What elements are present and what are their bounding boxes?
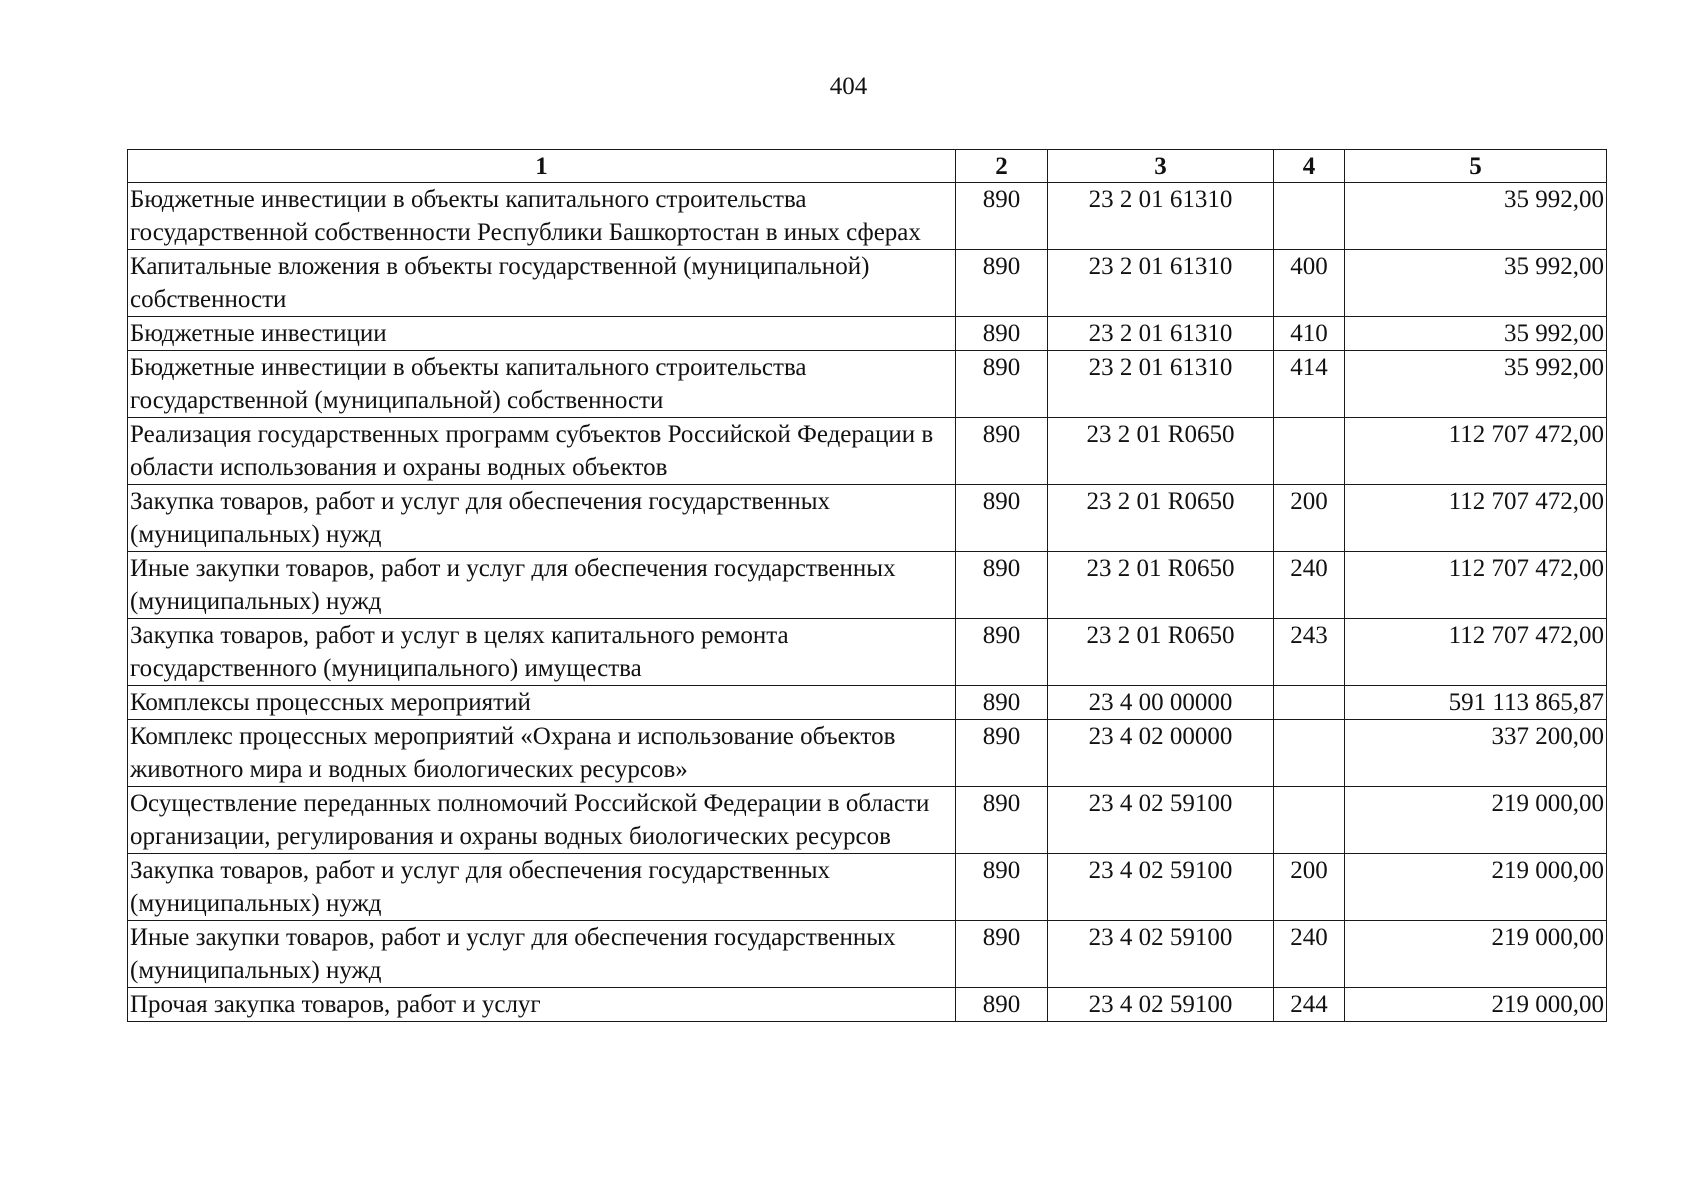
row-sum-cell: 112 707 472,00 — [1345, 418, 1607, 485]
table-row — [128, 686, 1607, 720]
row-ved-cell: 890 — [956, 418, 1048, 485]
row-ved-cell: 890 — [956, 552, 1048, 619]
table-row — [128, 988, 1607, 1022]
row-type-cell: 400 — [1274, 250, 1345, 317]
table-row — [128, 183, 1607, 250]
row-sum-cell: 35 992,00 — [1345, 250, 1607, 317]
header-col-2: 2 — [956, 150, 1048, 183]
row-type-cell — [1274, 686, 1345, 720]
table-body — [128, 183, 1607, 1022]
row-ved-cell: 890 — [956, 686, 1048, 720]
table-row — [128, 921, 1607, 988]
row-ved-cell: 890 — [956, 250, 1048, 317]
row-ved-cell: 890 — [956, 720, 1048, 787]
header-col-3: 3 — [1048, 150, 1274, 183]
row-sum-cell: 337 200,00 — [1345, 720, 1607, 787]
row-name-cell: Закупка товаров, работ и услуг для обеспечения государственных (муниципальных) нужд — [128, 485, 956, 552]
row-name-cell: Осуществление переданных полномочий Российской Федерации в области организации, регулирования и охраны водных биологических ресурсов — [128, 787, 956, 854]
row-code-cell: 23 2 01 R0650 — [1048, 619, 1274, 686]
table-row — [128, 619, 1607, 686]
row-code-cell: 23 4 02 00000 — [1048, 720, 1274, 787]
row-sum-cell: 112 707 472,00 — [1345, 485, 1607, 552]
row-type-cell: 240 — [1274, 552, 1345, 619]
row-ved-cell: 890 — [956, 854, 1048, 921]
row-sum-cell: 219 000,00 — [1345, 787, 1607, 854]
row-name-cell: Бюджетные инвестиции — [128, 317, 956, 351]
table-row — [128, 485, 1607, 552]
row-code-cell: 23 2 01 R0650 — [1048, 418, 1274, 485]
page-number: 404 — [829, 73, 868, 100]
row-code-cell: 23 2 01 R0650 — [1048, 485, 1274, 552]
table-row — [128, 720, 1607, 787]
row-ved-cell: 890 — [956, 619, 1048, 686]
row-sum-cell: 112 707 472,00 — [1345, 619, 1607, 686]
row-name-cell: Капитальные вложения в объекты государственной (муниципальной) собственности — [128, 250, 956, 317]
row-type-cell — [1274, 787, 1345, 854]
header-col-5: 5 — [1345, 150, 1607, 183]
row-type-cell: 200 — [1274, 854, 1345, 921]
row-name-cell: Бюджетные инвестиции в объекты капитального строительства государственной (муниципальной) собственности — [128, 351, 956, 418]
row-ved-cell: 890 — [956, 317, 1048, 351]
row-name-cell: Бюджетные инвестиции в объекты капитального строительства государственной собственности Республики Башкортостан в иных сферах — [128, 183, 956, 250]
row-ved-cell: 890 — [956, 921, 1048, 988]
table-row — [128, 552, 1607, 619]
table-row — [128, 418, 1607, 485]
table-header — [128, 150, 1607, 183]
row-ved-cell: 890 — [956, 787, 1048, 854]
budget-table — [127, 149, 1607, 1022]
header-col-1: 1 — [128, 150, 956, 183]
row-ved-cell: 890 — [956, 485, 1048, 552]
row-code-cell: 23 4 00 00000 — [1048, 686, 1274, 720]
row-name-cell: Прочая закупка товаров, работ и услуг — [128, 988, 956, 1022]
header-row — [128, 150, 1607, 183]
row-sum-cell: 219 000,00 — [1345, 854, 1607, 921]
row-type-cell: 414 — [1274, 351, 1345, 418]
row-type-cell: 240 — [1274, 921, 1345, 988]
row-ved-cell: 890 — [956, 183, 1048, 250]
row-code-cell: 23 2 01 R0650 — [1048, 552, 1274, 619]
row-sum-cell: 35 992,00 — [1345, 183, 1607, 250]
row-type-cell — [1274, 183, 1345, 250]
row-ved-cell: 890 — [956, 988, 1048, 1022]
row-type-cell: 200 — [1274, 485, 1345, 552]
row-name-cell: Комплекс процессных мероприятий «Охрана и использование объектов животного мира и водных биологических ресурсов» — [128, 720, 956, 787]
row-type-cell — [1274, 418, 1345, 485]
row-code-cell: 23 4 02 59100 — [1048, 787, 1274, 854]
row-name-cell: Иные закупки товаров, работ и услуг для обеспечения государственных (муниципальных) нужд — [128, 552, 956, 619]
row-sum-cell: 112 707 472,00 — [1345, 552, 1607, 619]
row-sum-cell: 591 113 865,87 — [1345, 686, 1607, 720]
row-type-cell: 410 — [1274, 317, 1345, 351]
row-name-cell: Закупка товаров, работ и услуг в целях капитального ремонта государственного (муниципального) имущества — [128, 619, 956, 686]
row-name-cell: Иные закупки товаров, работ и услуг для обеспечения государственных (муниципальных) нужд — [128, 921, 956, 988]
row-ved-cell: 890 — [956, 351, 1048, 418]
row-type-cell: 243 — [1274, 619, 1345, 686]
row-sum-cell: 219 000,00 — [1345, 988, 1607, 1022]
row-name-cell: Закупка товаров, работ и услуг для обеспечения государственных (муниципальных) нужд — [128, 854, 956, 921]
row-code-cell: 23 2 01 61310 — [1048, 317, 1274, 351]
row-name-cell: Комплексы процессных мероприятий — [128, 686, 956, 720]
row-sum-cell: 219 000,00 — [1345, 921, 1607, 988]
row-type-cell: 244 — [1274, 988, 1345, 1022]
table-row — [128, 317, 1607, 351]
row-sum-cell: 35 992,00 — [1345, 351, 1607, 418]
table-row — [128, 854, 1607, 921]
row-code-cell: 23 2 01 61310 — [1048, 250, 1274, 317]
row-type-cell — [1274, 720, 1345, 787]
table-row — [128, 250, 1607, 317]
row-code-cell: 23 4 02 59100 — [1048, 854, 1274, 921]
row-code-cell: 23 2 01 61310 — [1048, 183, 1274, 250]
row-code-cell: 23 4 02 59100 — [1048, 921, 1274, 988]
row-name-cell: Реализация государственных программ субъектов Российской Федерации в области использования и охраны водных объектов — [128, 418, 956, 485]
row-code-cell: 23 2 01 61310 — [1048, 351, 1274, 418]
row-sum-cell: 35 992,00 — [1345, 317, 1607, 351]
table-row — [128, 351, 1607, 418]
header-col-4: 4 — [1274, 150, 1345, 183]
row-code-cell: 23 4 02 59100 — [1048, 988, 1274, 1022]
table-row — [128, 787, 1607, 854]
